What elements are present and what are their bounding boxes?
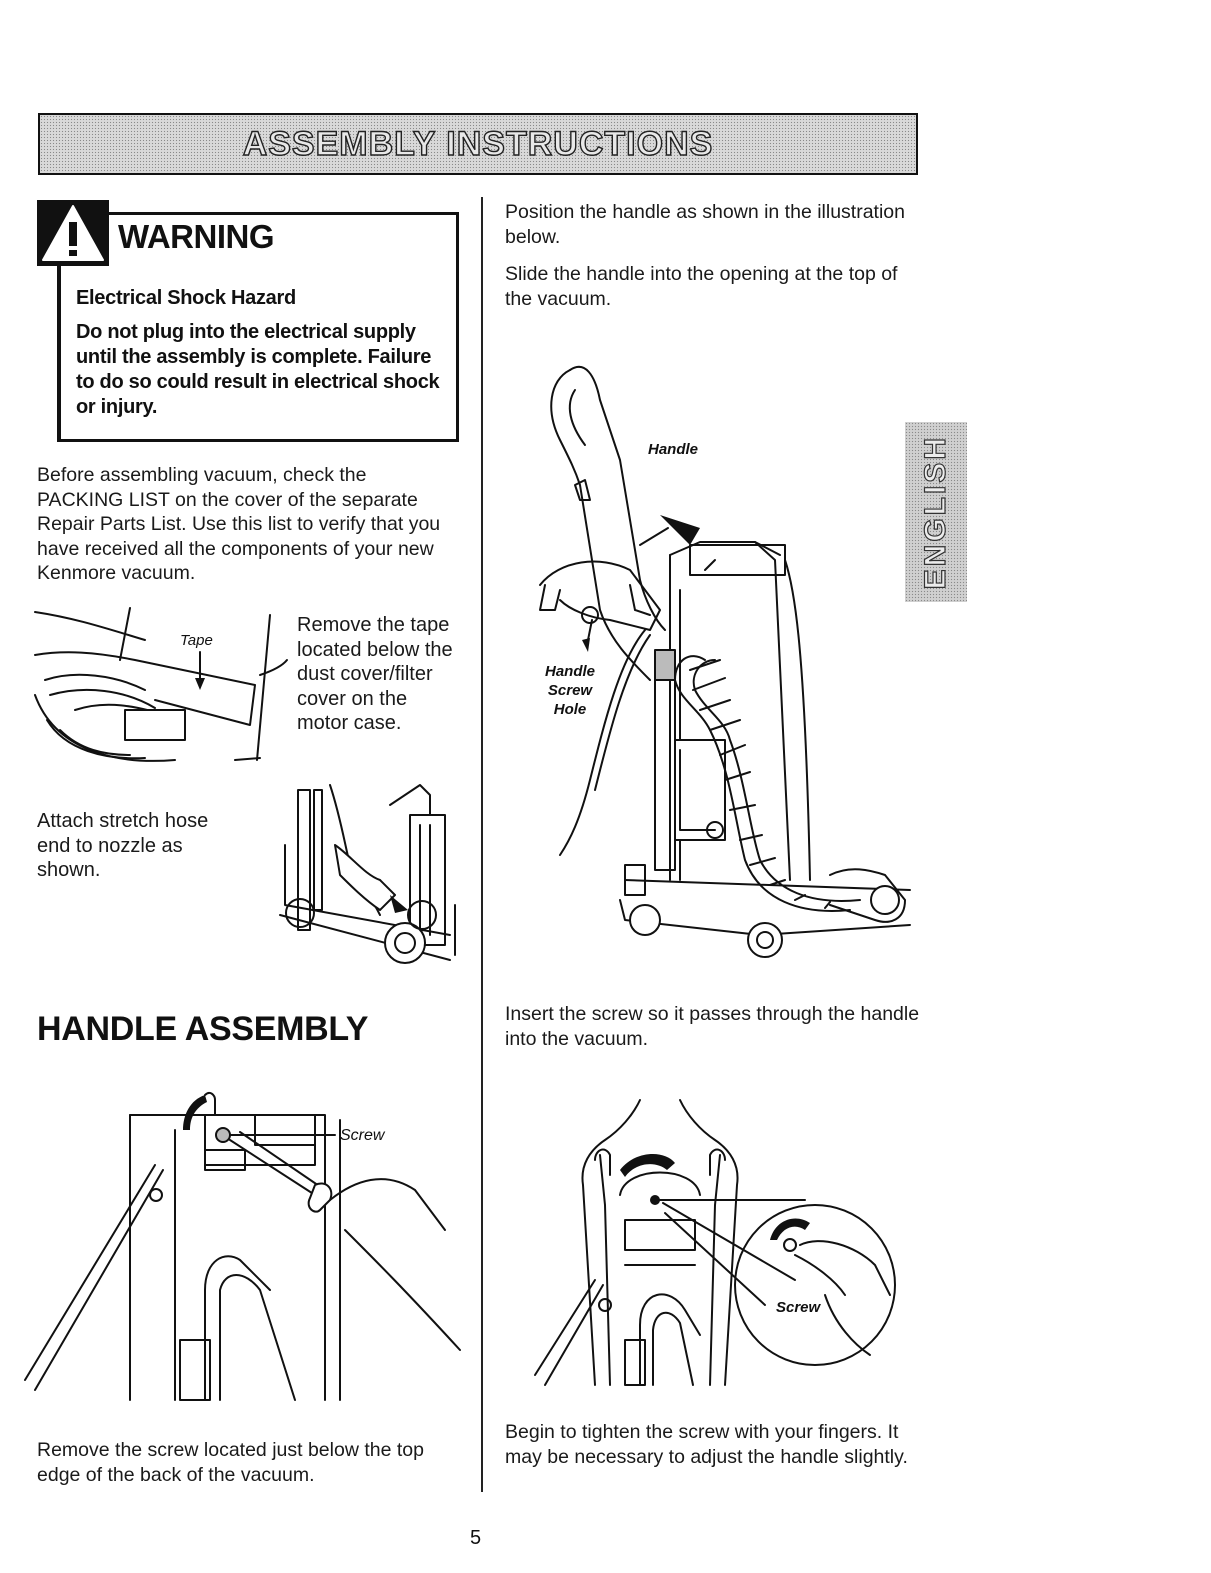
slide-handle-instructions: Slide the handle into the opening at the top of the vacuum.	[505, 263, 898, 310]
position-handle-instructions: Position the handle as shown in the illustration below.	[505, 201, 905, 248]
hose-instructions: Attach stretch hose end to nozzle as shown.	[37, 810, 209, 881]
handle-label: Handle	[648, 441, 699, 458]
warning-subtitle: Electrical Shock Hazard	[76, 287, 296, 309]
remove-screw-instructions: Remove the screw located just below the top edge of the back of the vacuum.	[37, 1439, 424, 1486]
language-tab-label: ENGLISH	[919, 434, 952, 590]
tighten-screw-instructions: Begin to tighten the screw with your fingers. It may be necessary to adjust the handle slightly.	[505, 1421, 908, 1468]
tighten-screw-illustration	[525, 1095, 905, 1395]
screw-label-right: Screw	[776, 1299, 821, 1316]
insert-screw-instructions: Insert the screw so it passes through the handle into the vacuum.	[505, 1003, 920, 1050]
language-tab	[905, 422, 967, 602]
intro-paragraph: Before assembling vacuum, check the PACKING LIST on the cover of the separate Repair Parts List. Use this list to verify that you have received all the components of your new Kenmore vacuum.	[37, 464, 441, 584]
tape-instructions: Remove the tape located below the dust cover/filter cover on the motor case.	[297, 614, 453, 734]
tape-illustration	[35, 600, 285, 770]
section-title: HANDLE ASSEMBLY	[37, 1010, 369, 1048]
warning-title: WARNING	[118, 218, 274, 255]
warning-icon-block	[37, 200, 109, 266]
title-banner	[38, 113, 918, 175]
warning-body: Do not plug into the electrical supply until the assembly is complete. Failure to do so could result in electrical shock or injury.	[76, 321, 440, 418]
page-title: ASSEMBLY INSTRUCTIONS	[242, 124, 714, 163]
tape-label: Tape	[180, 632, 213, 649]
handle-screw-hole-label: Handle Screw Hole	[544, 663, 595, 718]
column-divider	[481, 197, 483, 1492]
hose-illustration	[270, 785, 460, 985]
page-number: 5	[470, 1527, 482, 1549]
screw-label-left: Screw	[340, 1127, 385, 1144]
warning-icon	[37, 200, 109, 266]
remove-screw-illustration	[25, 1090, 465, 1400]
